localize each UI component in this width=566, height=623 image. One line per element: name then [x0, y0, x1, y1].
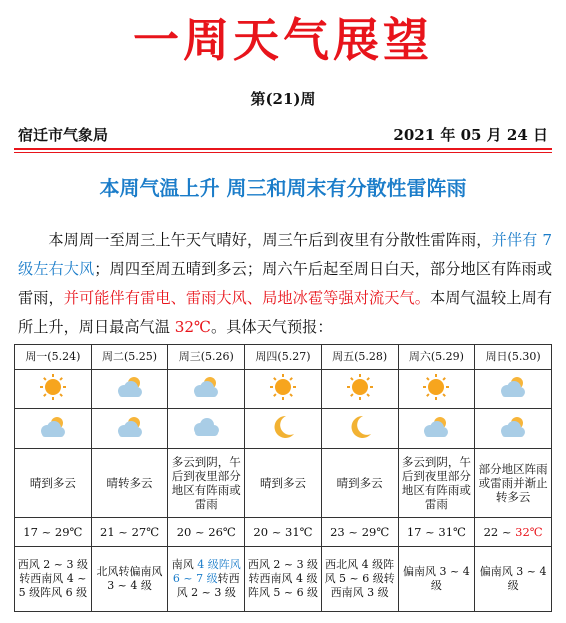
page-title: 一周天气展望 [133, 13, 433, 67]
temp-high: 29℃ [54, 524, 83, 539]
temp-cell [15, 518, 92, 547]
wind-text: 偏南风 3 ~ 4 级 [479, 564, 547, 592]
summary-paragraph [18, 226, 552, 342]
wind-cell [15, 546, 92, 611]
temp-cell [398, 518, 475, 547]
temp-cell [168, 518, 245, 547]
wind-cell [168, 546, 245, 611]
wind-cell [245, 546, 322, 611]
cloud-sun-icon [494, 372, 532, 402]
day-icon-cell [398, 369, 475, 409]
temp-high: 29℃ [361, 524, 390, 539]
temp-high: 31℃ [438, 524, 466, 539]
wind-text: 北风转偏南风 3 ~ 4 级 [96, 564, 163, 592]
day-cell: 周一(5.24) [15, 345, 92, 370]
day-cell: 周五(5.28) [321, 345, 398, 370]
night-icon-cell [15, 409, 92, 449]
summary-max-temp: 32℃ [174, 318, 212, 336]
temp-cell [245, 518, 322, 547]
temp-low: 20 ~ [253, 524, 285, 539]
summary-severe-highlight: 并可能伴有雷电、雷雨大风、局地冰雹等强对流天气。 [63, 289, 431, 307]
weather-desc: 晴到多云 [15, 448, 92, 517]
day-icon-cell [15, 369, 92, 409]
night-icon-cell [168, 409, 245, 449]
day-icon-cell [475, 369, 552, 409]
summary-text-1: 本周周一至周三上午天气晴好，周三午后到夜里有分散性雷阵雨， [48, 231, 492, 249]
wind-cell [321, 546, 398, 611]
header-rule-thick [14, 148, 552, 150]
temp-high: 26℃ [208, 524, 236, 539]
day-cell: 周二(5.25) [91, 345, 168, 370]
wind-row [15, 546, 552, 611]
temp-cell [91, 518, 168, 547]
summary-wind-highlight: 并伴有 7 级左右大风 [18, 231, 552, 278]
night-icon-row [15, 409, 552, 449]
night-icon-cell [91, 409, 168, 449]
issue-number: 第(21)周 [250, 90, 316, 108]
temp-low: 20 ~ [176, 524, 209, 539]
weather-desc: 多云到阴，午后到夜里部分地区有阵雨或雷雨 [398, 448, 475, 517]
day-icon-cell [168, 369, 245, 409]
sun-icon [34, 372, 72, 402]
wind-text: 偏南风 3 ~ 4 级 [403, 564, 470, 592]
sun-icon [264, 372, 302, 402]
issue-date: 2021 年 05 月 24 日 [393, 126, 548, 144]
wind-text: 西北风 4 级阵风 5 ~ 6 级转西南风 3 级 [324, 557, 395, 599]
night-icon-cell [245, 409, 322, 449]
cloud-sun-icon [111, 412, 149, 442]
wind-text: 西风 2 ~ 3 级转西南风 4 ~ 5 级阵风 6 级 [17, 557, 88, 599]
wind-text: 南风 [171, 557, 198, 571]
summary-text-3: 本周气温较上周有所上升，周日最高气温 [18, 289, 553, 336]
temp-low: 21 ~ [100, 524, 132, 539]
day-icon-cell [245, 369, 322, 409]
sun-icon [417, 372, 455, 402]
moon-icon [341, 412, 379, 442]
temp-row [15, 518, 552, 547]
day-cell: 周四(5.27) [245, 345, 322, 370]
temp-cell [475, 518, 552, 547]
night-icon-cell [321, 409, 398, 449]
night-icon-cell [475, 409, 552, 449]
forecast-table [14, 344, 552, 612]
day-icon-row [15, 369, 552, 409]
headline: 本周气温上升 周三和周末有分散性雷阵雨 [99, 176, 467, 200]
desc-row [15, 448, 552, 517]
header-rule-thin [14, 152, 552, 153]
wind-cell [91, 546, 168, 611]
day-cell: 周六(5.29) [398, 345, 475, 370]
day-icon-cell [91, 369, 168, 409]
cloud-icon [187, 412, 225, 442]
weather-desc: 多云到阴，午后到夜里部分地区有阵雨或雷雨 [168, 448, 245, 517]
temp-low: 17 ~ [23, 524, 55, 539]
weather-desc: 晴到多云 [245, 448, 322, 517]
temp-high: 32℃ [515, 524, 543, 539]
day-icon-cell [321, 369, 398, 409]
temp-low: 17 ~ [406, 524, 439, 539]
weather-desc: 晴到多云 [321, 448, 398, 517]
summary-text-4: 。具体天气预报： [211, 318, 333, 336]
night-icon-cell [398, 409, 475, 449]
cloud-sun-icon [417, 412, 455, 442]
temp-low: 22 ~ [483, 524, 516, 539]
wind-cell [475, 546, 552, 611]
wind-cell [398, 546, 475, 611]
day-cell: 周日(5.30) [475, 345, 552, 370]
cloud-sun-icon [111, 372, 149, 402]
cloud-sun-icon [187, 372, 225, 402]
sun-icon [341, 372, 379, 402]
weather-desc: 晴转多云 [91, 448, 168, 517]
wind-text: 西风 2 ~ 3 级转西南风 4 级阵风 5 ~ 6 级 [247, 557, 319, 599]
wind-text: 转西风 2 ~ 3 级 [176, 571, 240, 599]
temp-cell [321, 518, 398, 547]
day-cell: 周三(5.26) [168, 345, 245, 370]
temp-high: 31℃ [285, 524, 313, 539]
wind-text: 4 级阵风 6 ~ 7 级 [172, 557, 241, 585]
temp-high: 27℃ [131, 524, 160, 539]
cloud-sun-icon [34, 412, 72, 442]
weather-desc: 部分地区阵雨或雷雨并渐止转多云 [475, 448, 552, 517]
bureau-name: 宿迁市气象局 [18, 126, 109, 144]
moon-icon [264, 412, 302, 442]
day-row [15, 345, 552, 370]
temp-low: 23 ~ [330, 524, 362, 539]
cloud-sun-icon [494, 412, 532, 442]
summary-text-2: ；周四至周五晴到多云；周六午后起至周日白天，部分地区有阵雨或雷雨， [18, 260, 553, 307]
